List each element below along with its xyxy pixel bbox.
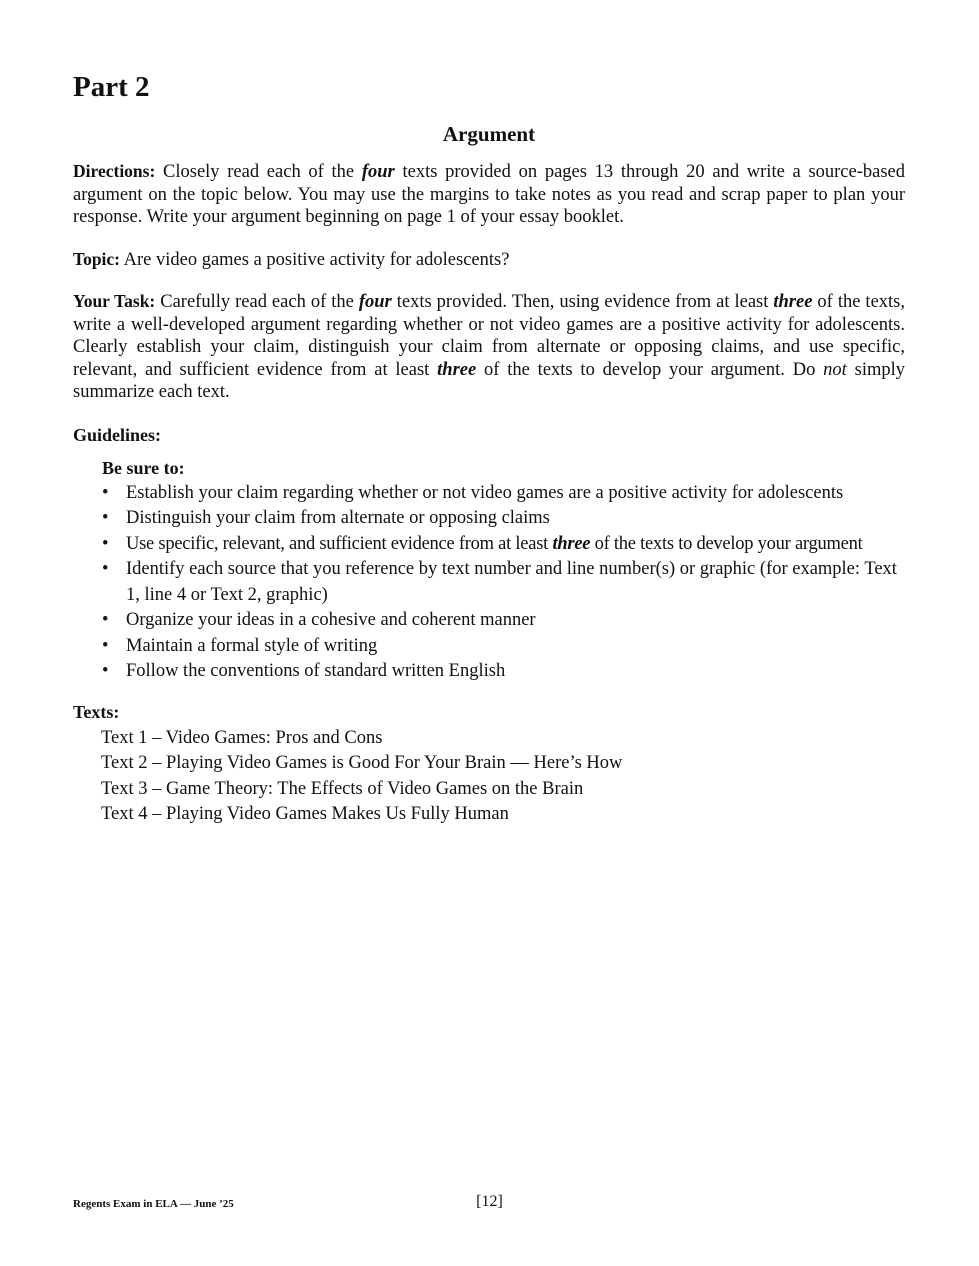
guideline-item xyxy=(73,608,905,634)
topic-text: Are video games a positive activity for adolescents? xyxy=(120,249,510,270)
text-item: Text 2 – Playing Video Games is Good For Your Brain — Here’s How xyxy=(101,753,623,773)
guidelines-subheading: Be sure to: xyxy=(102,457,185,478)
guideline-item xyxy=(73,506,905,532)
guideline-item xyxy=(73,557,905,608)
guideline-emphasis: three xyxy=(552,533,591,554)
task-emphasis-2: three xyxy=(773,292,813,312)
exam-page xyxy=(73,70,905,828)
bullet-icon: • xyxy=(102,610,109,630)
guideline-text: Maintain a formal style of writing xyxy=(126,635,378,656)
guideline-item xyxy=(73,481,905,507)
guideline-item xyxy=(73,532,905,558)
bullet-icon: • xyxy=(102,508,109,528)
guideline-item xyxy=(73,634,905,660)
guideline-text: Identify each source that you reference by text number and line number(s) or graphic (for example: Text 1, line 4 or Text 2, graphic) xyxy=(126,559,897,605)
task-emphasis-1: four xyxy=(358,292,392,312)
task-emphasis-4: not xyxy=(823,359,847,380)
bullet-icon: • xyxy=(102,533,109,554)
guideline-item xyxy=(73,659,905,685)
guideline-text: of the texts to develop your argument xyxy=(590,533,863,554)
task-emphasis-3: three xyxy=(437,359,477,380)
bullet-icon: • xyxy=(102,482,109,503)
page-number: [12] xyxy=(476,1193,503,1210)
task-label: Your Task: xyxy=(73,291,156,311)
topic-paragraph xyxy=(73,248,905,272)
guideline-text: Use specific, relevant, and sufficient evidence from at least xyxy=(126,533,553,554)
bullet-icon: • xyxy=(102,559,109,579)
task-text-2: texts provided. Then, using evidence from at least xyxy=(391,292,774,312)
guideline-text: Follow the conventions of standard written English xyxy=(126,661,506,681)
guideline-text: Establish your claim regarding whether or not video games are a positive activity for adolescents xyxy=(126,482,844,503)
text-item: Text 3 – Game Theory: The Effects of Video Games on the Brain xyxy=(101,778,584,799)
task-text-5: simply summarize each text. xyxy=(73,359,906,402)
text-item: Text 4 – Playing Video Games Makes Us Fully Human xyxy=(101,804,509,824)
text-item: Text 1 – Video Games: Pros and Cons xyxy=(101,727,383,748)
task-text-3: of the texts, write a well-developed argument regarding whether or not video games are a positive activity for adolescents. Clearly establish your claim, distinguish your claim from alternate or opposing claims, and use specific, relevant, and sufficient evidence from at least xyxy=(73,292,906,380)
topic-label: Topic: xyxy=(73,248,121,269)
task-text-4: of the texts to develop your argument. Do xyxy=(476,359,824,380)
directions-text-2: texts provided on pages 13 through 20 and write a source-based argument on the topic below. You may use the margins to take notes as you read and scrap paper to plan your response. Write your argument beginning on page 1 of your essay booklet. xyxy=(73,162,906,227)
bullet-icon: • xyxy=(102,635,109,656)
bullet-icon: • xyxy=(102,661,109,681)
directions-label: Directions: xyxy=(73,161,156,181)
task-text-1: Carefully read each of the xyxy=(155,292,359,312)
guideline-text: Distinguish your claim from alternate or opposing claims xyxy=(126,508,550,528)
footer-exam-name: Regents Exam in ELA — June ’25 xyxy=(73,1198,234,1210)
part-title: Part 2 xyxy=(73,71,150,103)
directions-text-1: Closely read each of the xyxy=(155,162,362,182)
guidelines-list xyxy=(73,481,905,685)
texts-heading: Texts: xyxy=(73,701,120,722)
texts-list xyxy=(73,726,905,828)
guidelines-heading: Guidelines: xyxy=(73,424,162,445)
directions-paragraph xyxy=(73,160,905,229)
task-paragraph xyxy=(73,290,905,404)
guideline-text: Organize your ideas in a cohesive and coherent manner xyxy=(126,610,536,630)
section-title: Argument xyxy=(442,122,536,146)
directions-emphasis: four xyxy=(361,162,395,182)
